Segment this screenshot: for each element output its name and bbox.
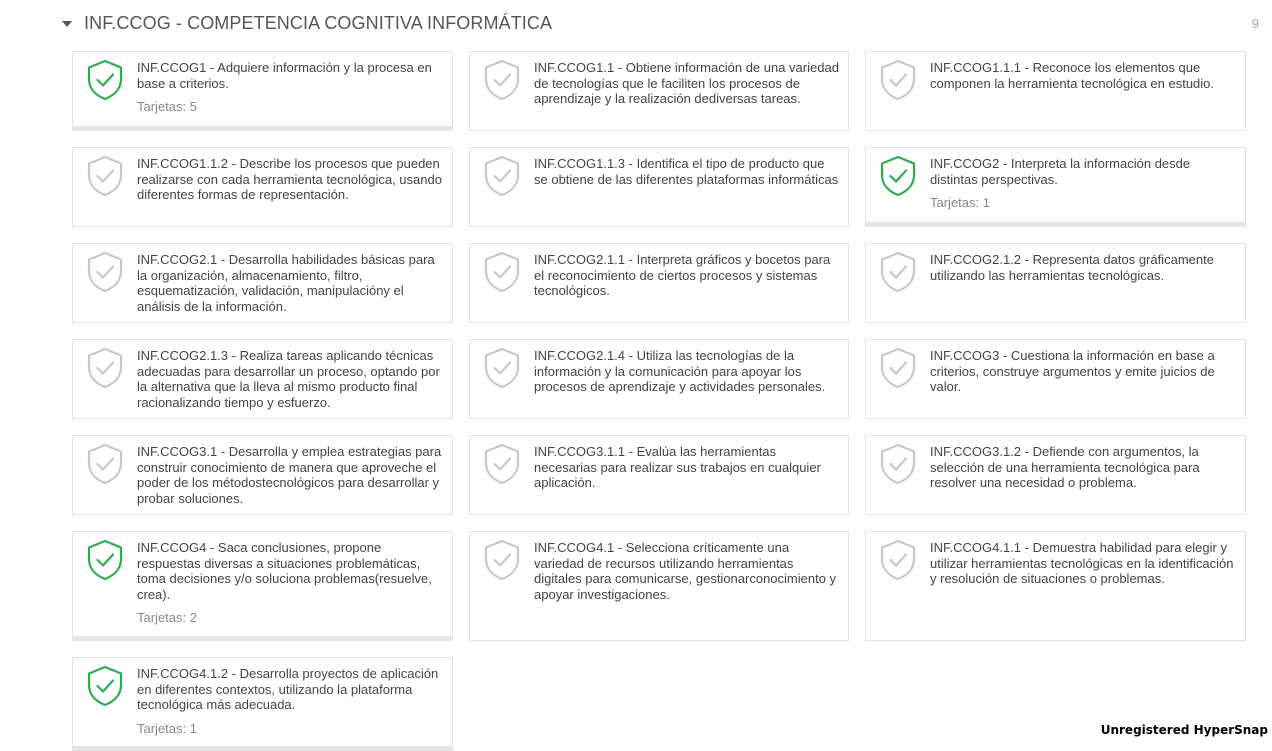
tarjetas-count: Tarjetas: 1 [930,195,990,211]
shield-check-pending-icon [470,532,534,640]
competency-grid [72,51,1246,737]
competency-description: INF.CCOG4.1.2 - Desarrolla proyectos de aplicación en diferentes contextos, utilizando la plataforma tecnológica más adecuada. [137,666,439,713]
competency-description: INF.CCOG3.1.2 - Defiende con argumentos, la selección de una herramienta tecnológica para resolver una necesidad o problema. [930,444,1200,491]
section-header[interactable] [62,10,552,36]
shield-check-pending-icon [73,340,137,418]
shield-check-pending-icon [866,436,930,514]
competency-description: INF.CCOG3.1.1 - Evalúa las herramientas necesarias para realizar sus trabajos en cualquier aplicación. [534,444,821,491]
competency-card[interactable] [72,657,453,751]
shield-check-achieved-icon [73,532,137,636]
competency-card[interactable] [865,51,1246,131]
watermark: Unregistered HyperSnap [1100,723,1268,737]
competency-card[interactable] [72,531,453,641]
competency-card[interactable] [72,51,453,131]
shield-check-pending-icon [470,52,534,130]
competency-card[interactable] [865,339,1246,419]
competency-card[interactable] [865,243,1246,323]
competency-description: INF.CCOG3 - Cuestiona la información en base a criterios, construye argumentos y emite juicios de valor. [930,348,1215,395]
competency-description: INF.CCOG1.1.3 - Identifica el tipo de producto que se obtiene de las diferentes plataformas informáticas [534,156,839,187]
shield-check-achieved-icon [866,148,930,222]
shield-check-pending-icon [866,532,930,640]
competency-card[interactable] [72,147,453,227]
competency-card[interactable] [865,531,1246,641]
competency-description: INF.CCOG2.1.4 - Utiliza las tecnologías de la información y la comunicación para apoyar los procesos de aprendizaje y actividades personales. [534,348,826,395]
competency-card[interactable] [469,339,849,419]
competency-description: INF.CCOG4.1 - Selecciona críticamente una variedad de recursos utilizando herramientas digitales para comunicarse, gestionarconocimiento y apoyar investigaciones. [534,540,837,602]
collapse-caret-icon[interactable] [62,21,72,27]
shield-check-pending-icon [470,148,534,226]
competency-description: INF.CCOG1.1.1 - Reconoce los elementos que componen la herramienta tecnológica en estudio. [930,60,1215,91]
competency-description: INF.CCOG1.1.2 - Describe los procesos que pueden realizarse con cada herramienta tecnológica, usando diferentes formas de representación. [137,156,442,203]
tarjetas-count: Tarjetas: 2 [137,610,197,626]
competency-description: INF.CCOG1.1 - Obtiene información de una variedad de tecnologías que le faciliten los procesos de aprendizaje y la realización dediversas tareas. [534,60,839,107]
competency-card[interactable] [865,147,1246,227]
shield-check-pending-icon [470,436,534,514]
competency-description: INF.CCOG4.1.1 - Demuestra habilidad para elegir y utilizar herramientas tecnológicas en la identificación y resolución de situaciones o problemas. [930,540,1234,587]
competency-card[interactable] [72,243,453,323]
shield-check-pending-icon [73,436,137,514]
section-title: INF.CCOG - COMPETENCIA COGNITIVA INFORMÁTICA [84,12,553,33]
competency-card[interactable] [469,243,849,323]
shield-check-achieved-icon [73,658,137,746]
competency-description: INF.CCOG2 - Interpreta la información desde distintas perspectivas. [930,156,1191,187]
shield-check-pending-icon [866,340,930,418]
section-count: 9 [1251,16,1259,31]
tarjetas-count: Tarjetas: 1 [137,720,197,736]
competency-description: INF.CCOG2.1 - Desarrolla habilidades básicas para la organización, almacenamiento, filtro, esquematización, validación, manipulacióny el análisis de la información. [137,252,435,314]
shield-check-pending-icon [470,340,534,418]
competency-card[interactable] [469,51,849,131]
competency-card[interactable] [72,339,453,419]
competency-description: INF.CCOG2.1.3 - Realiza tareas aplicando técnicas adecuadas para desarrollar un proceso, optando por la alternativa que la lleva al mismo producto final racionalizando tiempo y esfuerzo. [137,348,440,410]
competency-description: INF.CCOG2.1.2 - Representa datos gráficamente utilizando las herramientas tecnológicas. [930,252,1214,283]
competency-card[interactable] [469,147,849,227]
competency-card[interactable] [469,435,849,515]
competency-description: INF.CCOG1 - Adquiere información y la procesa en base a criterios. [137,60,432,91]
shield-check-pending-icon [73,148,137,226]
shield-check-achieved-icon [73,52,137,126]
competency-card[interactable] [469,531,849,641]
competency-description: INF.CCOG3.1 - Desarrolla y emplea estrategias para construir conocimiento de manera que aproveche el poder de los métodostecnológicos para desarrollar y probar soluciones. [137,444,442,506]
shield-check-pending-icon [470,244,534,322]
shield-check-pending-icon [866,244,930,322]
competency-card[interactable] [72,435,453,515]
competency-description: INF.CCOG4 - Saca conclusiones, propone respuestas diversas a situaciones problemáticas, toma decisiones y/o soluciona problemas(resuelve, crea). [137,540,432,602]
shield-check-pending-icon [866,52,930,130]
competency-description: INF.CCOG2.1.1 - Interpreta gráficos y bocetos para el reconocimiento de ciertos procesos y sistemas tecnológicos. [534,252,831,299]
shield-check-pending-icon [73,244,137,322]
tarjetas-count: Tarjetas: 5 [137,99,197,115]
competency-card[interactable] [865,435,1246,515]
